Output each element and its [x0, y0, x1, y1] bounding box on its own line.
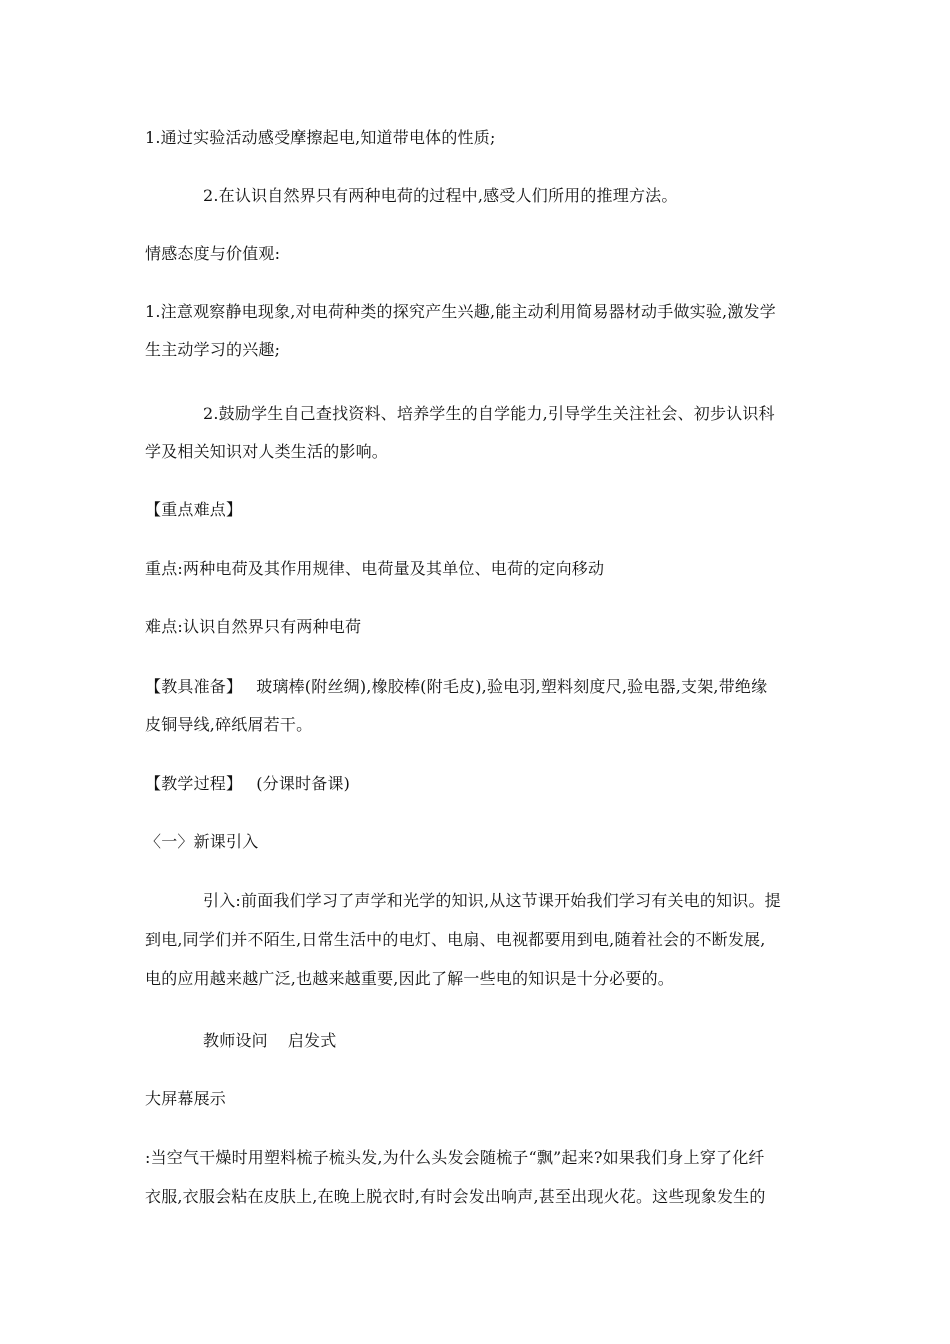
tools-line-2: 皮铜导线,碎纸屑若干。 — [145, 715, 313, 734]
screen-display: 大屏幕展示 — [145, 1089, 227, 1108]
heuristic-method: 启发式 — [287, 1031, 337, 1050]
process-heading: 【教学过程】 — [145, 774, 243, 793]
intro-line-3: 电的应用越来越广泛,也越来越重要,因此了解一些电的知识是十分必要的。 — [145, 969, 674, 988]
hard-point-text: 难点:认识自然界只有两种电荷 — [145, 617, 362, 636]
intro-line-2: 到电,同学们并不陌生,日常生活中的电灯、电扇、电视都要用到电,随着社会的不断发展, — [145, 930, 766, 949]
section-new-lesson: 〈一〉新课引入 — [145, 832, 259, 851]
emotion-1-line-1: 1.注意观察静电现象,对电荷种类的探究产生兴趣,能主动利用简易器材动手做实验,激发学 — [145, 302, 776, 321]
key-points-heading: 【重点难点】 — [145, 500, 243, 519]
intro-line-1: 引入:前面我们学习了声学和光学的知识,从这节课开始我们学习有关电的知识。提 — [203, 891, 781, 910]
process-line — [145, 774, 815, 794]
emotion-2-line-1: 2.鼓励学生自己查找资料、培养学生的自学能力,引导学生关注社会、初步认识科 — [203, 404, 775, 423]
tools-heading: 【教具准备】 — [145, 677, 243, 696]
teacher-question: 教师设问 — [203, 1031, 268, 1050]
teacher-question-line — [203, 1031, 873, 1051]
process-note: (分课时备课) — [256, 774, 351, 793]
emotion-1-line-2: 生主动学习的兴趣; — [145, 340, 281, 359]
tools-line-1 — [145, 677, 815, 697]
objective-1: 1.通过实验活动感受摩擦起电,知道带电体的性质; — [145, 128, 496, 147]
key-point-text: 重点:两种电荷及其作用规律、电荷量及其单位、电荷的定向移动 — [145, 559, 605, 578]
objective-2: 2.在认识自然界只有两种电荷的过程中,感受人们所用的推理方法。 — [203, 186, 678, 205]
emotion-heading: 情感态度与价值观: — [145, 244, 281, 263]
tools-text: 玻璃棒(附丝绸),橡胶棒(附毛皮),验电羽,塑料刻度尺,验电器,支架,带绝缘 — [256, 677, 768, 696]
question-line-2: 衣服,衣服会粘在皮肤上,在晚上脱衣时,有时会发出响声,甚至出现火花。这些现象发生的 — [145, 1187, 766, 1206]
question-line-1: :当空气干燥时用塑料梳子梳头发,为什么头发会随梳子“飘”起来?如果我们身上穿了化纤 — [145, 1148, 765, 1167]
emotion-2-line-2: 学及相关知识对人类生活的影响。 — [145, 442, 389, 461]
